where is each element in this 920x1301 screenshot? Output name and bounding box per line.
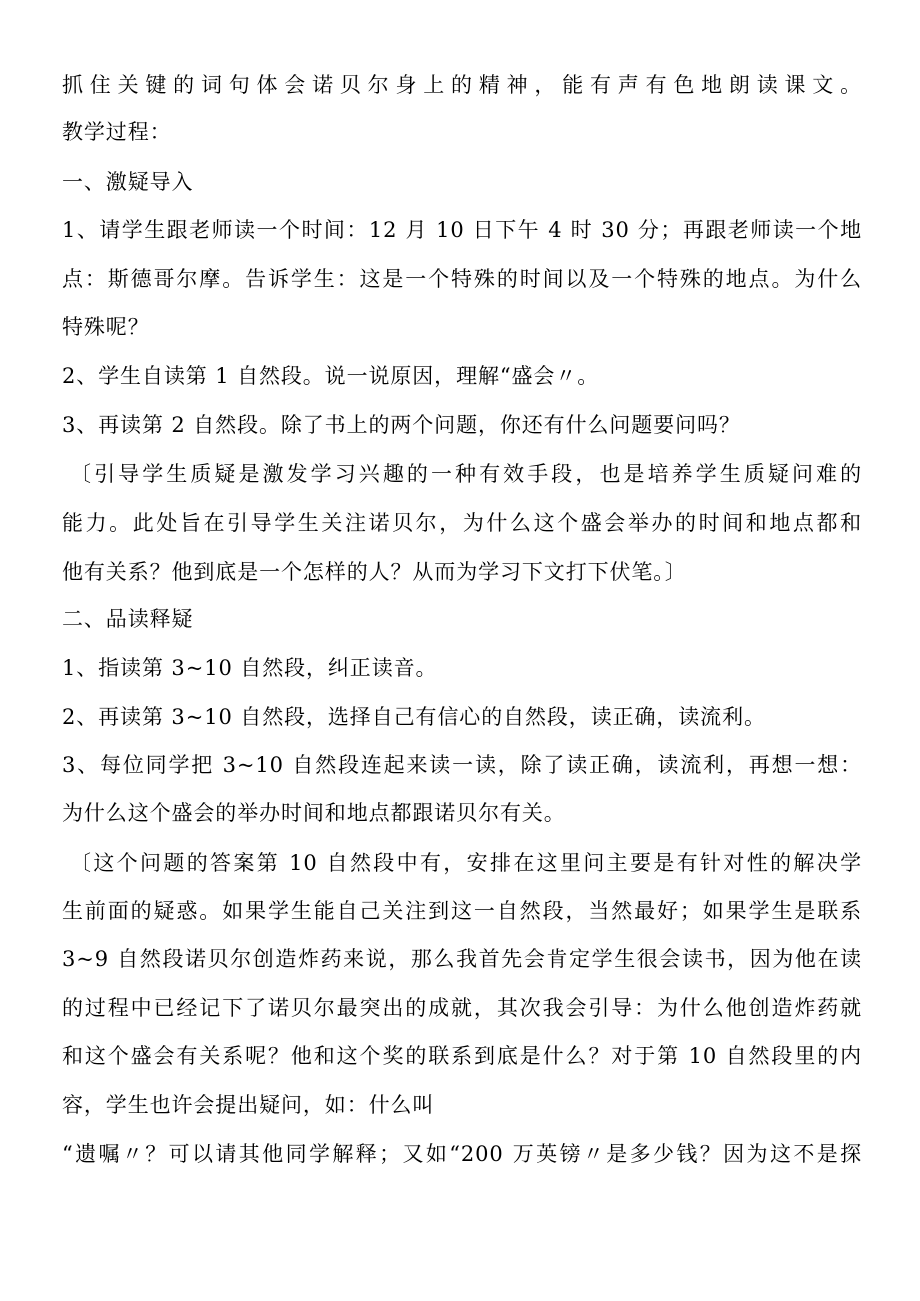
note-line: 能力。此处旨在引导学生关注诺贝尔，为什么这个盛会举办的时间和地点都和 bbox=[62, 511, 862, 535]
note-line: 〔这个问题的答案第 10 自然段中有，安排在这里问主要是有针对性的解决学 bbox=[70, 851, 862, 875]
text-line-objective: 抓住关键的词句体会诺贝尔身上的精神，能有声有色地朗读课文。 bbox=[62, 73, 862, 97]
section-heading-1: 一、激疑导入 bbox=[62, 170, 194, 194]
note-line: 的过程中已经记下了诺贝尔最突出的成就，其次我会引导：为什么他创造炸药就 bbox=[62, 996, 862, 1020]
note-line: “遗嘱〃？可以请其他同学解释；又如“200 万英镑〃是多少钱？因为这不是探 bbox=[62, 1142, 862, 1166]
section-heading-2: 二、品读释疑 bbox=[62, 607, 194, 631]
note-line: 生前面的疑惑。如果学生能自己关注到这一自然段，当然最好；如果学生是联系 bbox=[62, 899, 862, 923]
note-line: 他有关系？他到底是一个怎样的人？从而为学习下文打下伏笔。〕 bbox=[62, 560, 687, 584]
note-line: 〔引导学生质疑是激发学习兴趣的一种有效手段，也是培养学生质疑问难的 bbox=[70, 462, 862, 486]
text-line: 1、请学生跟老师读一个时间：12 月 10 日下午 4 时 30 分；再跟老师读一个地 bbox=[62, 218, 862, 242]
text-line: 点：斯德哥尔摩。告诉学生：这是一个特殊的时间以及一个特殊的地点。为什么 bbox=[62, 267, 862, 291]
text-line: 2、再读第 3~10 自然段，选择自己有信心的自然段，读正确，读流利。 bbox=[62, 705, 766, 729]
text-line: 1、指读第 3~10 自然段，纠正读音。 bbox=[62, 656, 438, 680]
note-line: 容，学生也许会提出疑问，如：什么叫 bbox=[62, 1093, 435, 1117]
text-line: 2、学生自读第 1 自然段。说一说原因，理解“盛会〃。 bbox=[62, 364, 600, 388]
note-line: 和这个盛会有关系呢？他和这个奖的联系到底是什么？对于第 10 自然段里的内 bbox=[62, 1044, 862, 1068]
text-line: 3、再读第 2 自然段。除了书上的两个问题，你还有什么问题要问吗？ bbox=[62, 413, 741, 437]
text-line: 为什么这个盛会的举办时间和地点都跟诺贝尔有关。 bbox=[62, 801, 566, 825]
heading-teaching-process: 教学过程： bbox=[62, 120, 172, 144]
text-line: 3、每位同学把 3~10 自然段连起来读一读，除了读正确，读流利，再想一想： bbox=[62, 753, 862, 777]
text-line: 特殊呢？ bbox=[62, 315, 150, 339]
note-line: 3~9 自然段诺贝尔创造炸药来说，那么我首先会肯定学生很会读书，因为他在读 bbox=[62, 947, 862, 971]
